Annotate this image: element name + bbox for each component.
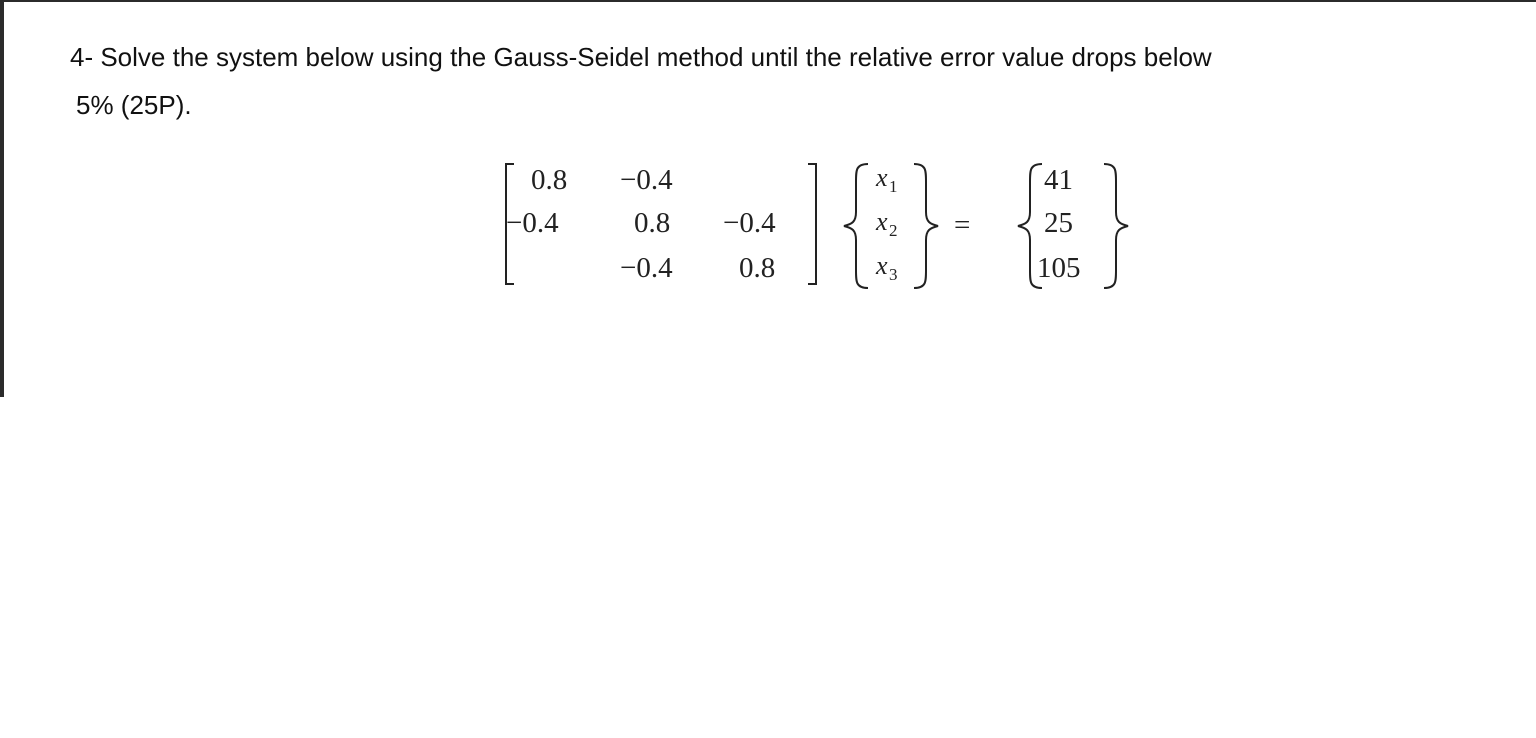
problem-statement: [70, 33, 1390, 129]
unknown-1-var: x: [876, 163, 888, 192]
rhs-value-1: 41: [1044, 164, 1073, 196]
matrix-right-bracket: [808, 164, 816, 284]
problem-line-1: 4- Solve the system below using the Gauss-Seidel method until the relative error value drops below: [70, 42, 1212, 72]
unknowns-right-brace: [914, 164, 938, 288]
equation-svg: [496, 152, 1156, 302]
matrix-cell-2-2: 0.8: [634, 207, 671, 239]
rhs-value-3: 105: [1037, 252, 1081, 284]
unknowns-left-brace: [844, 164, 868, 288]
matrix-equation: [496, 152, 1156, 302]
matrix-cell-1-1: 0.8: [531, 164, 568, 196]
top-border: [0, 0, 1536, 2]
unknown-1-sub: 1: [889, 177, 898, 196]
rhs-value-2: 25: [1044, 207, 1073, 239]
left-border: [0, 0, 4, 397]
unknown-3-var: x: [876, 251, 888, 280]
matrix-cell-3-2: −0.4: [620, 252, 673, 284]
matrix-cell-2-3: −0.4: [723, 207, 776, 239]
rhs-right-brace: [1104, 164, 1128, 288]
matrix-cell-2-1: −0.4: [506, 207, 559, 239]
unknown-2-sub: 2: [889, 221, 898, 240]
problem-line-2: 5% (25P).: [76, 90, 192, 120]
equals-sign: =: [954, 209, 971, 241]
unknown-3-sub: 3: [889, 265, 898, 284]
matrix-cell-3-3: 0.8: [739, 252, 776, 284]
unknown-2-var: x: [876, 207, 888, 236]
matrix-cell-1-2: −0.4: [620, 164, 673, 196]
